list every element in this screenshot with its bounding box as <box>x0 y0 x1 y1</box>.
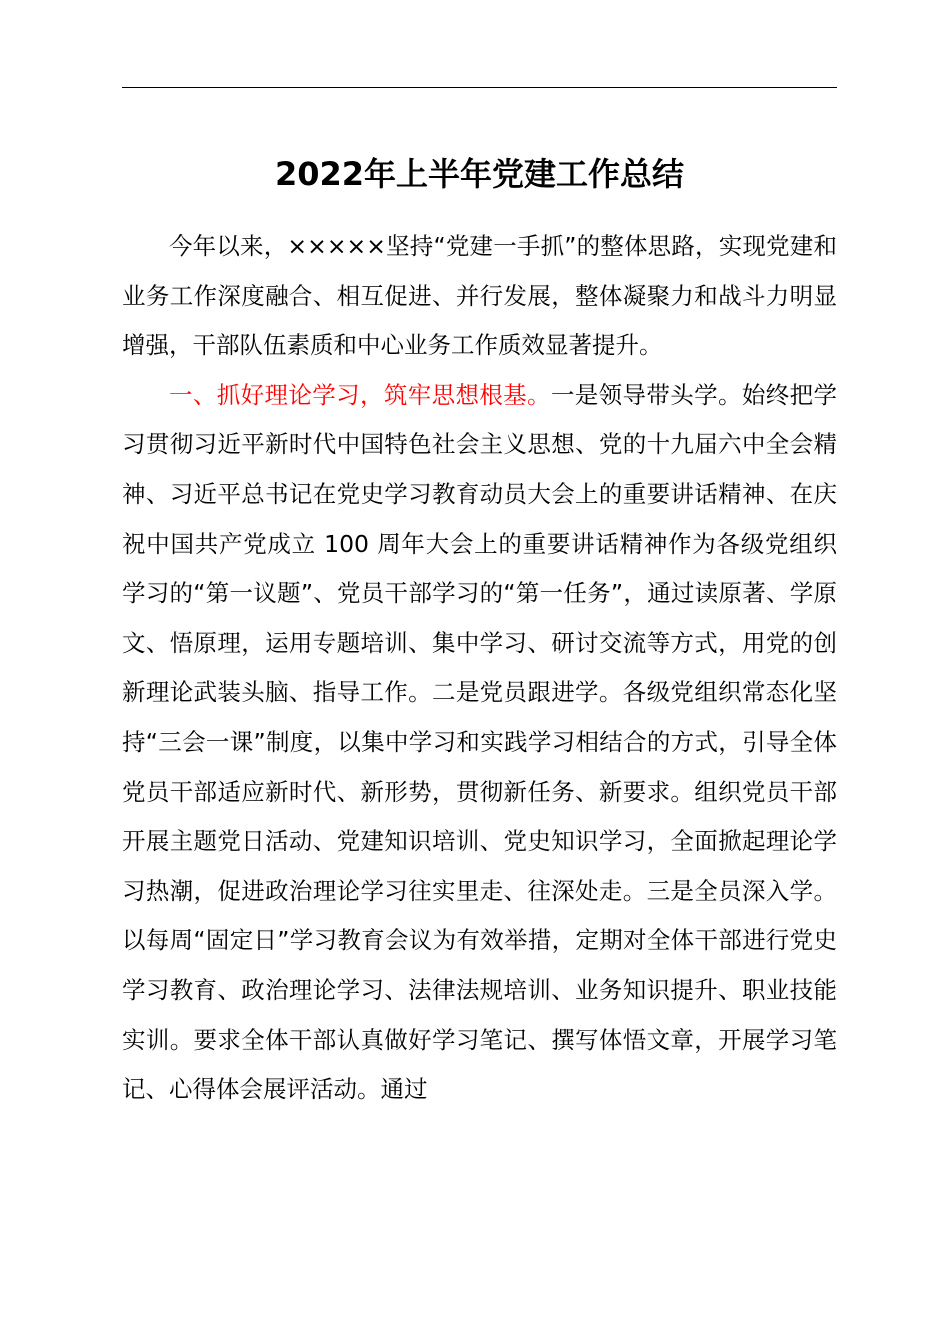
section-1-text: 一是领导带头学。始终把学习贯彻习近平新时代中国特色社会主义思想、党的十九届六中全会精神、习近平总书记在党史学习教育动员大会上的重要讲话精神、在庆祝中国共产党成立 100 周年大会上的重要讲话精神作为各级党组织学习的“第一议题”、党员干部学习的“第一任务”，通过读原著、学原文、悟原理，运用专题培训、集中学习、研讨交流等方式，用党的创新理论武装头脑、指导工作。二是党员跟进学。各级党组织常态化坚持“三会一课”制度，以集中学习和实践学习相结合的方式，引导全体党员干部适应新时代、新形势，贯彻新任务、新要求。组织党员干部开展主题党日活动、党建知识培训、党史知识学习，全面掀起理论学习热潮，促进政治理论学习往实里走、往深处走。三是全员深入学。以每周“固定日”学习教育会议为有效举措，定期对全体干部进行党史学习教育、政治理论学习、法律法规培训、业务知识提升、职业技能实训。要求全体干部认真做好学习笔记、撰写体悟文章，开展学习笔记、心得体会展评活动。通过 <box>122 380 838 1104</box>
section-1-heading: 一、抓好理论学习，筑牢思想根基。 <box>169 380 551 409</box>
header-rule <box>122 87 837 88</box>
document-title: 2022年上半年党建工作总结 <box>274 155 685 193</box>
intro-paragraph: 今年以来，×××××坚持“党建一手抓”的整体思路，实现党建和业务工作深度融合、相互促进、并行发展，整体凝聚力和战斗力明显增强，干部队伍素质和中心业务工作质效显著提升。 <box>122 232 837 360</box>
section-1-paragraph <box>122 371 837 1115</box>
document-body <box>122 222 837 1115</box>
